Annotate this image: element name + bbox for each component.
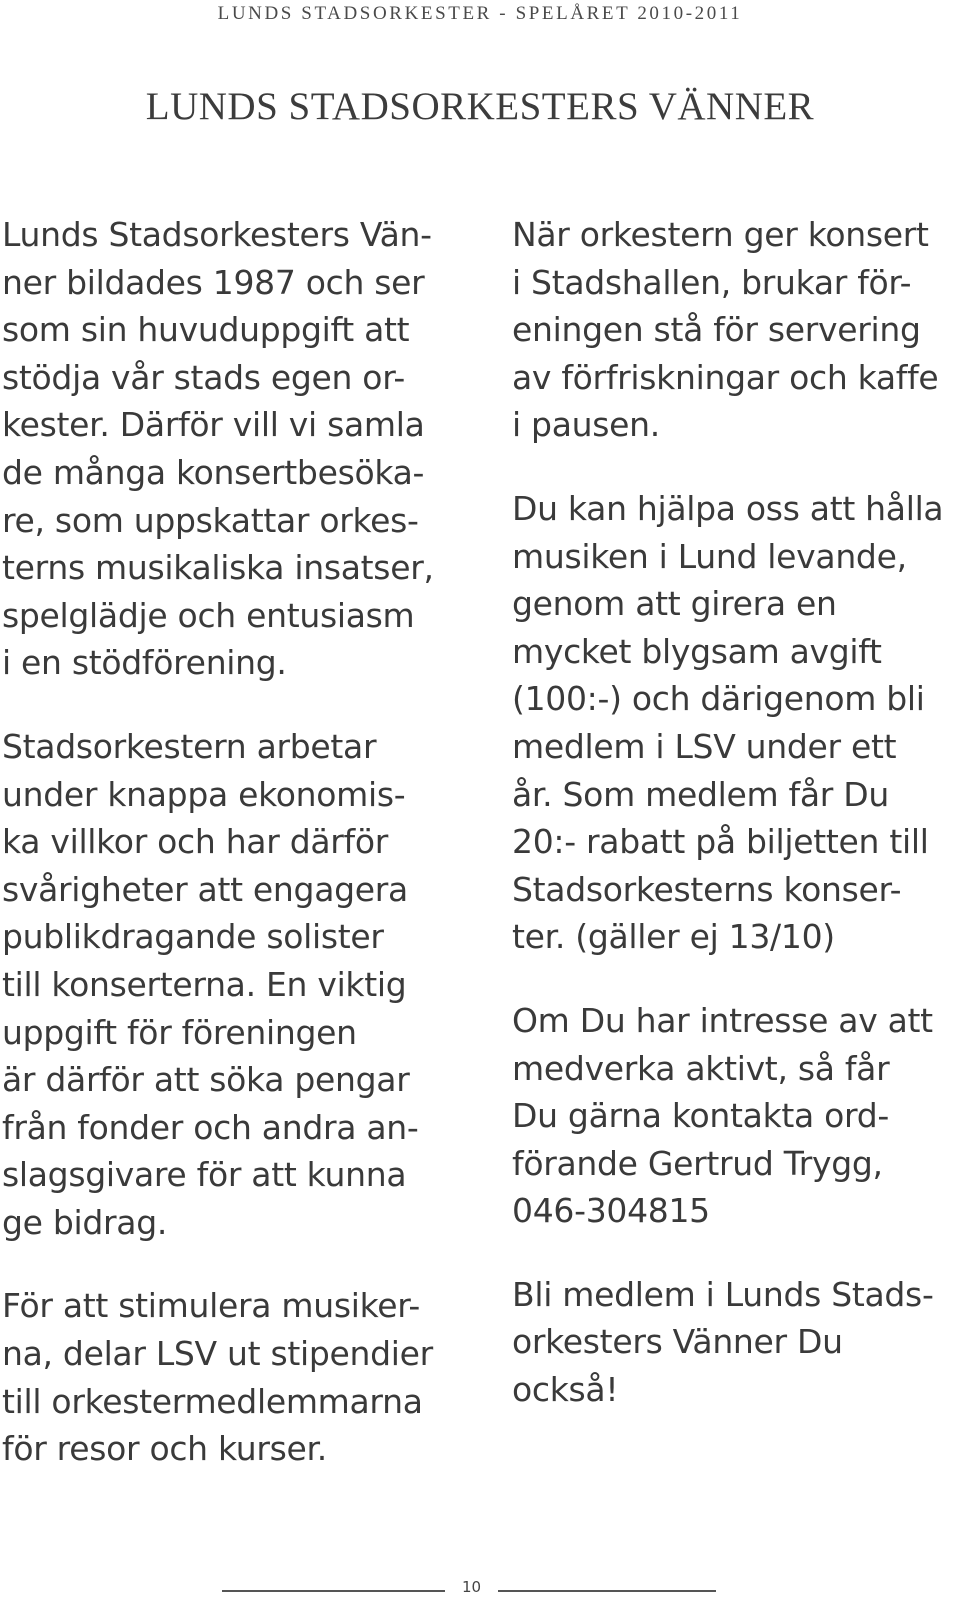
text-line: kester. Därför vill vi samla [2, 405, 425, 445]
text-line: 20:- rabatt på biljetten till [512, 822, 929, 862]
text-line: år. Som medlem får Du [512, 774, 889, 814]
text-line: musiken i Lund levande, [512, 536, 907, 576]
text-line: (100:-) och därigenom bli [512, 679, 925, 719]
text-line: för resor och kurser. [2, 1429, 327, 1469]
text-line: mycket blygsam avgift [512, 631, 882, 671]
text-line: till konserterna. En viktig [2, 964, 407, 1004]
text-line: som sin huvuduppgift att [2, 310, 410, 350]
paragraph-membership [512, 485, 952, 961]
text-line: Lunds Stadsorkesters Vän- [2, 215, 432, 254]
paragraph-contact [512, 997, 952, 1235]
text-line: från fonder och andra an- [2, 1107, 419, 1147]
text-line: i pausen. [512, 405, 660, 445]
paragraph-call-to-action [512, 1271, 952, 1414]
page-number: 10 [461, 1578, 482, 1596]
footer-rule-right [498, 1590, 716, 1592]
paragraph-economy [2, 723, 452, 1247]
text-line: till orkestermedlemmarna [2, 1381, 423, 1421]
running-header: LUNDS STADSORKESTER - SPELÅRET 2010-2011 [217, 3, 743, 24]
right-column [512, 211, 952, 1450]
text-line: ter. (gäller ej 13/10) [512, 917, 835, 957]
text-line: Du kan hjälpa oss att hålla [512, 488, 944, 528]
text-line: slagsgivare för att kunna [2, 1155, 407, 1195]
text-line: När orkestern ger konsert [512, 215, 929, 254]
text-line: Stadsorkesterns konser- [512, 869, 902, 909]
text-line: stödja vår stads egen or- [2, 357, 405, 397]
text-line: För att stimulera musiker- [2, 1286, 420, 1326]
text-line: under knappa ekonomis- [2, 774, 406, 814]
paragraph-serving [512, 211, 952, 449]
text-line: Stadsorkestern arbetar [2, 726, 377, 766]
left-column [2, 211, 452, 1509]
text-line: ner bildades 1987 och ser [2, 262, 425, 302]
text-line: terns musikaliska insatser, [2, 548, 434, 588]
text-line: ge bidrag. [2, 1202, 168, 1242]
text-line: uppgift för föreningen [2, 1012, 357, 1052]
page-footer [0, 1568, 960, 1602]
text-line: av förfriskningar och kaffe [512, 357, 939, 397]
text-line: förande Gertrud Trygg, [512, 1143, 883, 1183]
text-line: i en stödförening. [2, 643, 287, 683]
paragraph-founding [2, 211, 452, 687]
text-line: svårigheter att engagera [2, 869, 408, 909]
text-line: också! [512, 1370, 619, 1410]
text-line: spelglädje och entusiasm [2, 595, 415, 635]
text-line: 046-304815 [512, 1191, 710, 1231]
text-line: genom att girera en [512, 584, 837, 624]
paragraph-stipends [2, 1282, 452, 1472]
text-line: Bli medlem i Lunds Stads- [512, 1274, 934, 1314]
text-line: Du gärna kontakta ord- [512, 1096, 889, 1136]
text-line: medverka aktivt, så får [512, 1048, 890, 1088]
text-line: Om Du har intresse av att [512, 1000, 933, 1040]
text-line: medlem i LSV under ett [512, 726, 897, 766]
text-line: orkesters Vänner Du [512, 1322, 843, 1362]
text-line: re, som uppskattar orkes- [2, 500, 419, 540]
text-line: eningen stå för servering [512, 310, 921, 350]
text-line: i Stadshallen, brukar för- [512, 262, 912, 302]
text-line: na, delar LSV ut stipendier [2, 1334, 433, 1374]
text-line: ka villkor och har därför [2, 822, 389, 862]
page-title: LUNDS STADSORKESTERS VÄNNER [145, 85, 815, 128]
text-line: publikdragande solister [2, 917, 384, 957]
text-line: de många konsertbesöka- [2, 452, 425, 492]
text-line: är därför att söka pengar [2, 1060, 410, 1100]
footer-rule-left [222, 1590, 445, 1592]
